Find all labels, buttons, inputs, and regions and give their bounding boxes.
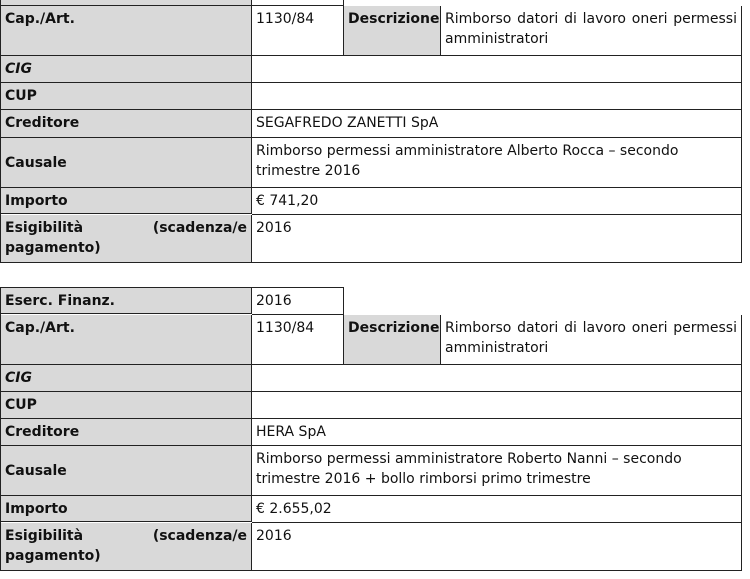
table-row	[0, 138, 742, 188]
creditore-value: HERA SpA	[252, 419, 742, 446]
table-row	[0, 496, 742, 523]
table-row	[0, 188, 742, 215]
causale-value: Rimborso permessi amministratore Roberto Nanni – secondo trimestre 2016 + bollo rimborsi primo trimestre	[252, 446, 742, 496]
table-row	[0, 419, 742, 446]
esigibilita-value: 2016	[252, 215, 742, 263]
table-row	[0, 392, 742, 419]
impegno-table-2	[0, 287, 742, 571]
cup-label: CUP	[1, 83, 252, 110]
descrizione-value: Rimborso datori di lavoro oneri permessi amministratori	[441, 6, 742, 56]
eserc-finanz-value: 2016	[252, 287, 344, 315]
cup-value	[252, 392, 742, 419]
importo-value: € 2.655,02	[252, 496, 742, 523]
esig-label-b: (scadenza/e	[152, 220, 247, 236]
table-row	[0, 215, 742, 263]
descrizione-label: Descrizione	[344, 315, 441, 365]
cap-art-value: 1130/84	[252, 315, 344, 365]
creditore-label: Creditore	[1, 110, 252, 138]
cap-art-label: Cap./Art.	[1, 6, 252, 56]
table-row	[0, 315, 742, 365]
descrizione-label: Descrizione	[344, 6, 441, 56]
creditore-value: SEGAFREDO ZANETTI SpA	[252, 110, 742, 138]
cup-label: CUP	[1, 392, 252, 419]
esig-label-c: pagamento)	[5, 548, 101, 564]
importo-label: Importo	[1, 496, 252, 522]
table-row	[0, 446, 742, 496]
causale-label	[1, 446, 252, 496]
table-row	[0, 56, 742, 83]
table-row	[0, 110, 742, 138]
cig-value	[252, 365, 742, 392]
impegno-table-1	[0, 0, 742, 263]
importo-label: Importo	[1, 188, 252, 214]
causale-label-text: Causale	[5, 462, 67, 479]
eserc-finanz-label: Eserc. Finanz.	[1, 287, 252, 314]
esigibilita-label	[1, 523, 252, 571]
table-row	[0, 83, 742, 110]
esig-label-a: Esigibilità	[5, 528, 84, 544]
cig-value	[252, 56, 742, 83]
table-row	[0, 523, 742, 571]
esig-label-a: Esigibilità	[5, 220, 84, 236]
causale-label-text: Causale	[5, 154, 67, 171]
cap-art-value: 1130/84	[252, 6, 344, 56]
importo-value: € 741,20	[252, 188, 742, 215]
cap-art-label: Cap./Art.	[1, 315, 252, 365]
table-row	[0, 365, 742, 392]
table-row	[0, 6, 742, 56]
esigibilita-label	[1, 215, 252, 263]
table-row	[0, 287, 742, 315]
esig-label-c: pagamento)	[5, 240, 101, 256]
causale-value: Rimborso permessi amministratore Alberto Rocca – secondo trimestre 2016	[252, 138, 742, 188]
esig-label-b: (scadenza/e	[152, 528, 247, 544]
causale-label	[1, 138, 252, 188]
esigibilita-value: 2016	[252, 523, 742, 571]
descrizione-value: Rimborso datori di lavoro oneri permessi amministratori	[441, 315, 742, 365]
cig-label: CIG	[1, 365, 252, 392]
cig-label: CIG	[1, 56, 252, 83]
cup-value	[252, 83, 742, 110]
creditore-label: Creditore	[1, 419, 252, 446]
